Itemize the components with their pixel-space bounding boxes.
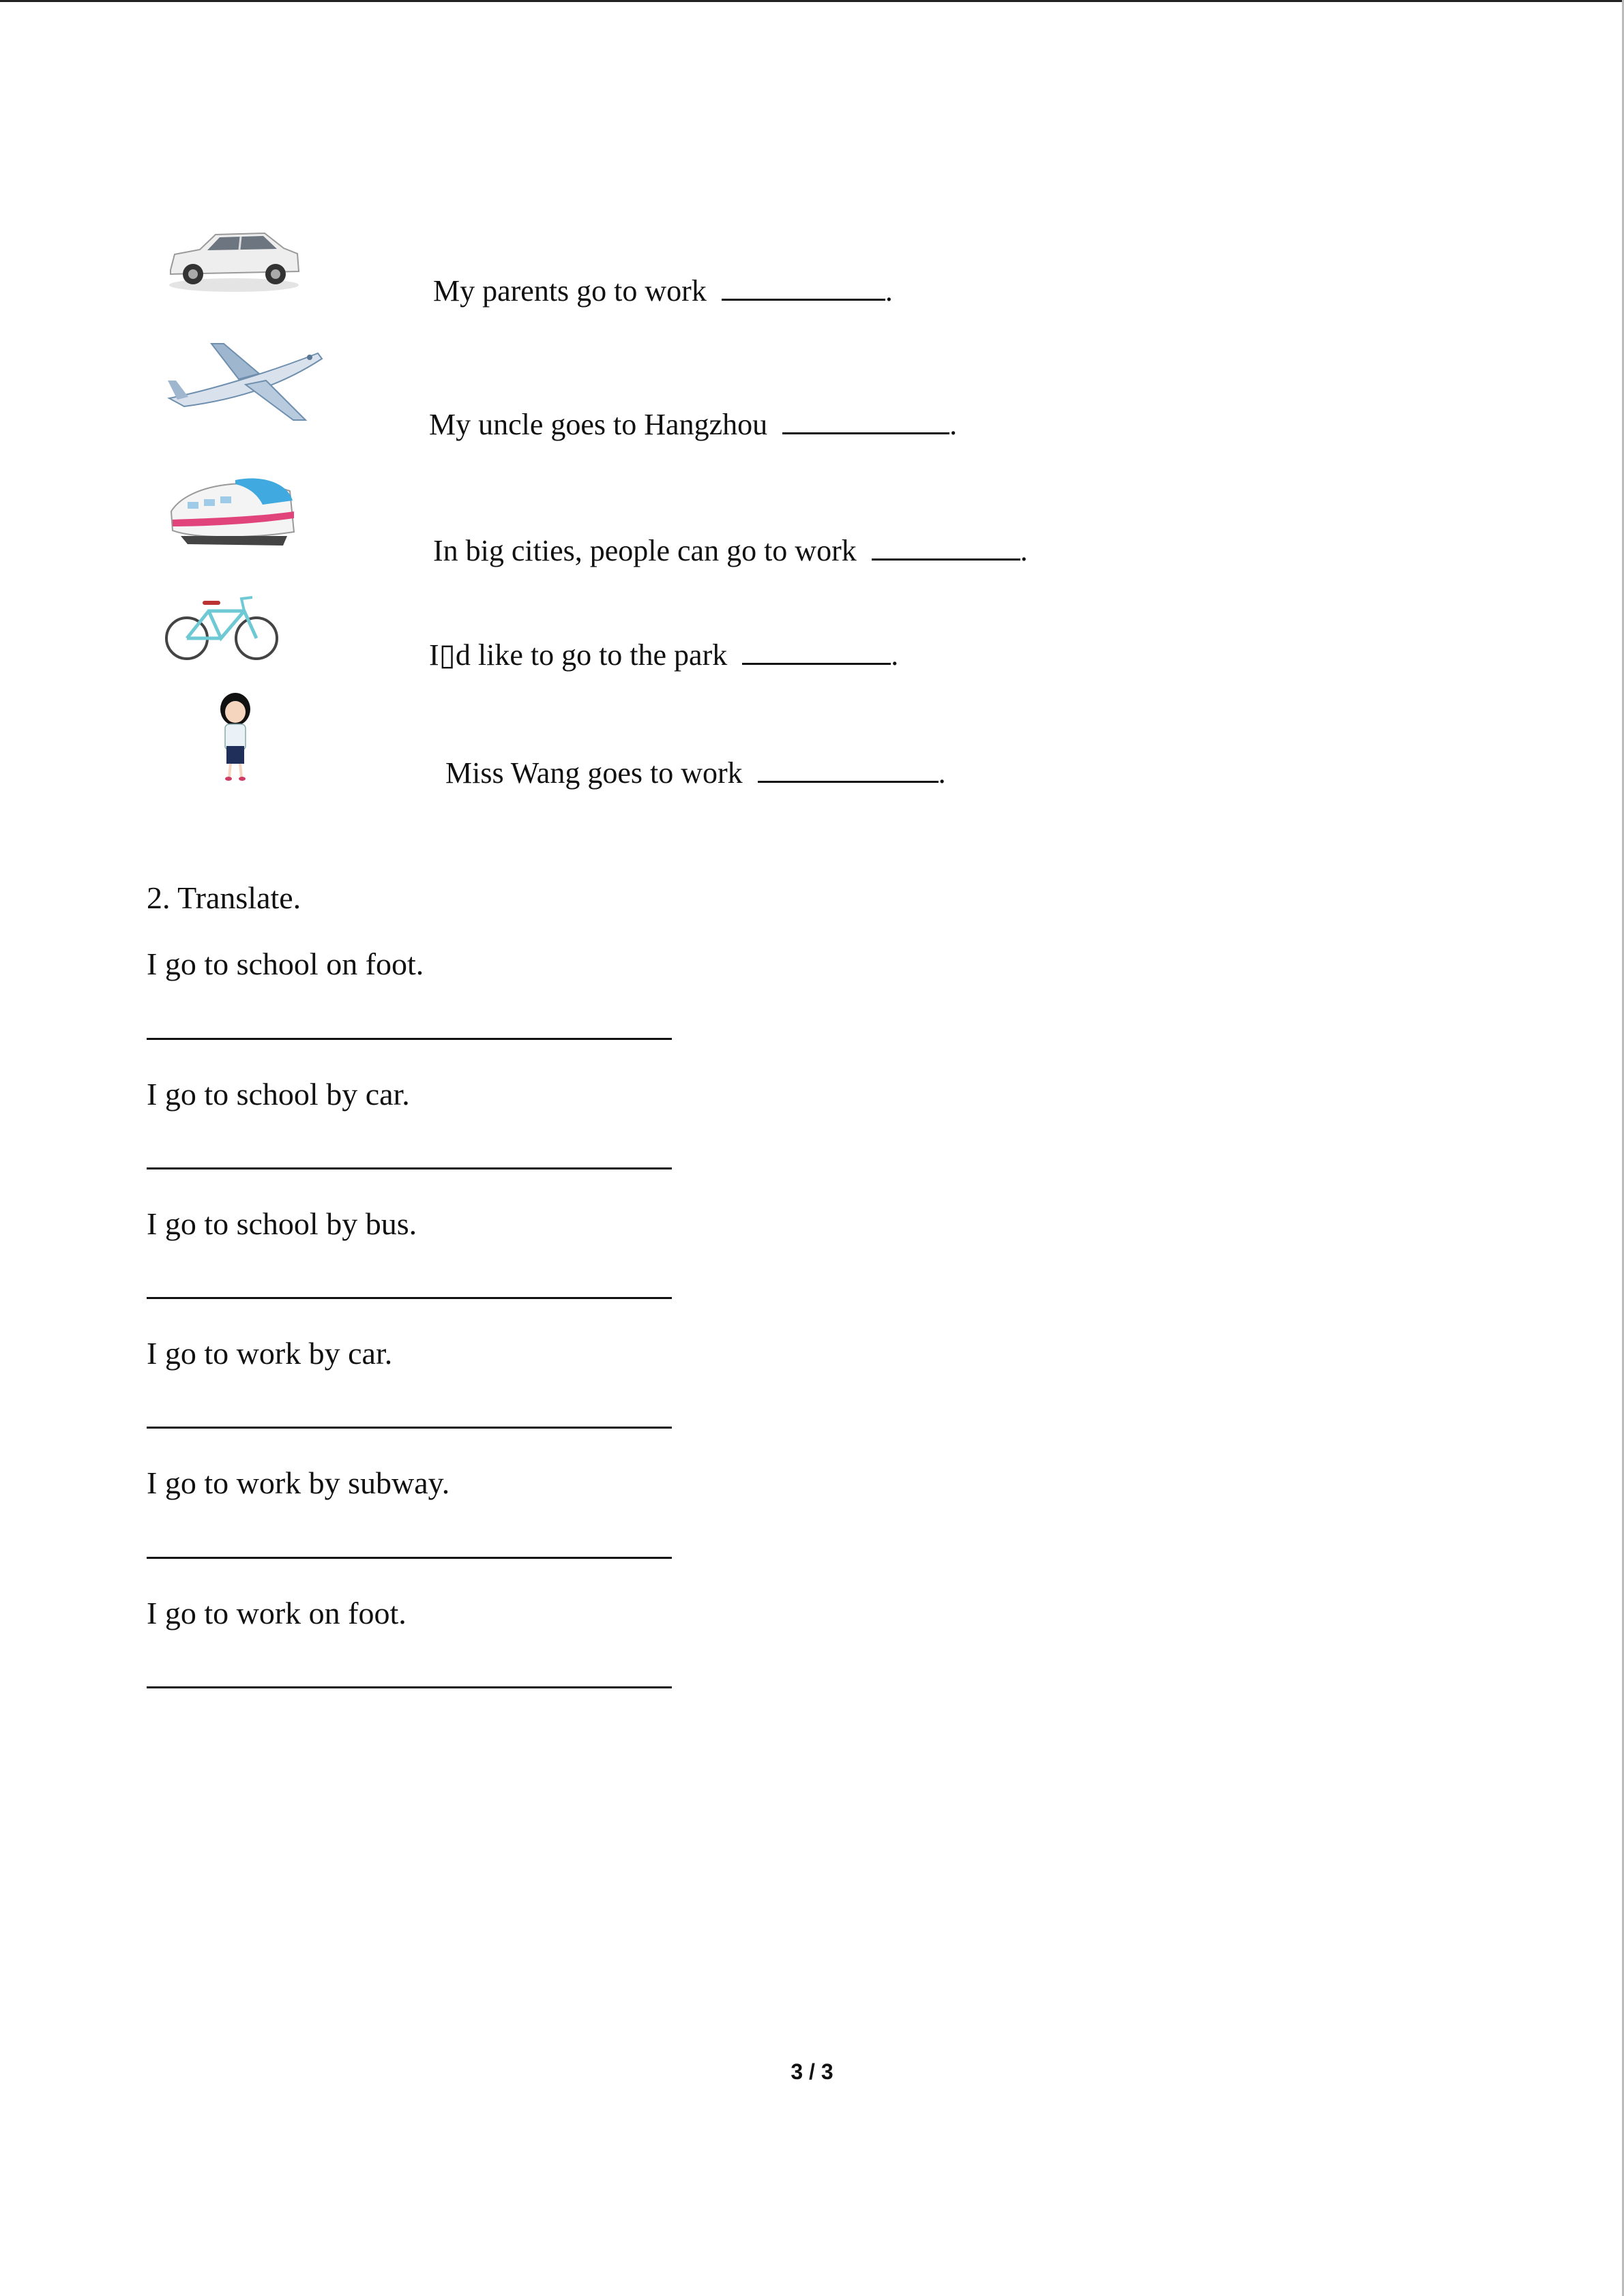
answer-line-3[interactable] [147, 1297, 672, 1299]
section-heading: 2. Translate. [147, 880, 301, 915]
fill-sentence-2 [429, 406, 957, 440]
sentence-text: In big cities, people can go to work [433, 534, 857, 567]
sentence-end: . [891, 638, 899, 672]
answer-line-5[interactable] [147, 1557, 672, 1559]
bicycle-icon [162, 591, 282, 666]
sentence-text: My parents go to work [433, 274, 707, 308]
sentence-end: . [938, 756, 946, 790]
teacher-icon [211, 689, 259, 784]
translate-sentence-6: I go to work on foot. [147, 1596, 407, 1630]
answer-line-6[interactable] [147, 1686, 672, 1688]
sentence-text: My uncle goes to Hangzhou [429, 408, 768, 441]
answer-blank[interactable] [758, 755, 939, 783]
car-icon [162, 217, 306, 299]
sentence-end: . [1020, 534, 1028, 567]
answer-blank[interactable] [872, 533, 1020, 561]
fill-sentence-5 [445, 755, 946, 788]
sentence-text: Miss Wang goes to work [445, 756, 743, 790]
translate-sentence-5: I go to work by subway. [147, 1465, 450, 1500]
page-top-border [0, 0, 1624, 2]
airplane-icon [164, 338, 327, 430]
answer-blank[interactable] [742, 637, 891, 665]
answer-blank[interactable] [782, 406, 949, 434]
translate-sentence-4: I go to work by car. [147, 1336, 393, 1371]
translate-sentence-3: I go to school by bus. [147, 1206, 417, 1241]
fill-sentence-4 [429, 637, 898, 670]
answer-line-2[interactable] [147, 1167, 672, 1169]
page-number: 3 / 3 [791, 2059, 833, 2084]
sentence-text: I▯d like to go to the park [429, 638, 728, 672]
fill-sentence-1 [433, 273, 893, 306]
answer-blank[interactable] [722, 273, 885, 301]
fill-sentence-3 [433, 533, 1028, 566]
answer-line-1[interactable] [147, 1038, 672, 1040]
answer-line-4[interactable] [147, 1427, 672, 1429]
sentence-end: . [949, 408, 958, 441]
sentence-end: . [885, 274, 893, 308]
translate-sentence-2: I go to school by car. [147, 1077, 410, 1112]
translate-sentence-1: I go to school on foot. [147, 946, 424, 981]
train-icon [167, 471, 297, 556]
